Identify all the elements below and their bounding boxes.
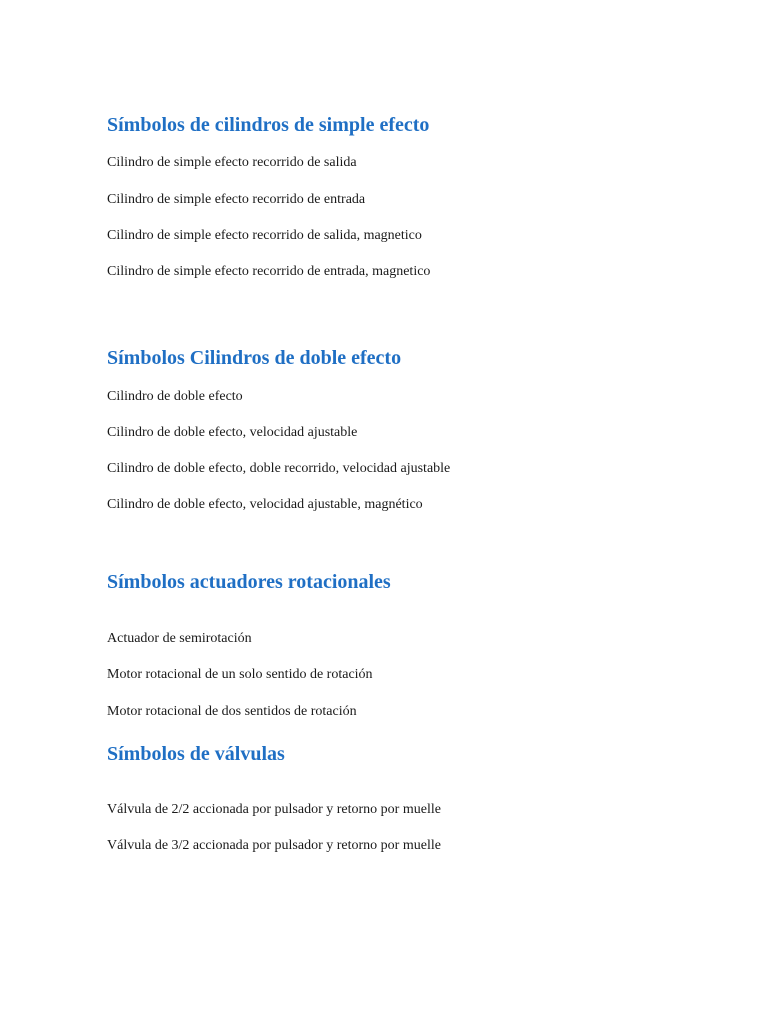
list-item: Cilindro de simple efecto recorrido de entrada, magnetico [107, 264, 431, 279]
list-item: Cilindro de doble efecto, velocidad ajustable, magnético [107, 497, 423, 512]
list-item: Cilindro de simple efecto recorrido de salida [107, 155, 357, 170]
list-item: Válvula de 3/2 accionada por pulsador y retorno por muelle [107, 838, 441, 853]
list-item: Válvula de 2/2 accionada por pulsador y retorno por muelle [107, 802, 441, 817]
list-item: Actuador de semirotación [107, 631, 252, 646]
section-title-rotary-actuators: Símbolos actuadores rotacionales [107, 571, 391, 593]
list-item: Cilindro de doble efecto, velocidad ajustable [107, 425, 358, 440]
section-title-double-acting-cylinders: Símbolos Cilindros de doble efecto [107, 347, 402, 369]
list-item: Motor rotacional de un solo sentido de rotación [107, 667, 373, 682]
list-item: Cilindro de doble efecto, doble recorrido, velocidad ajustable [107, 461, 451, 476]
list-item: Motor rotacional de dos sentidos de rotación [107, 704, 357, 719]
section-title-valves: Símbolos de válvulas [107, 743, 285, 765]
section-title-single-acting-cylinders: Símbolos de cilindros de simple efecto [107, 114, 430, 136]
list-item: Cilindro de simple efecto recorrido de salida, magnetico [107, 228, 422, 243]
list-item: Cilindro de doble efecto [107, 389, 243, 404]
list-item: Cilindro de simple efecto recorrido de entrada [107, 192, 366, 207]
